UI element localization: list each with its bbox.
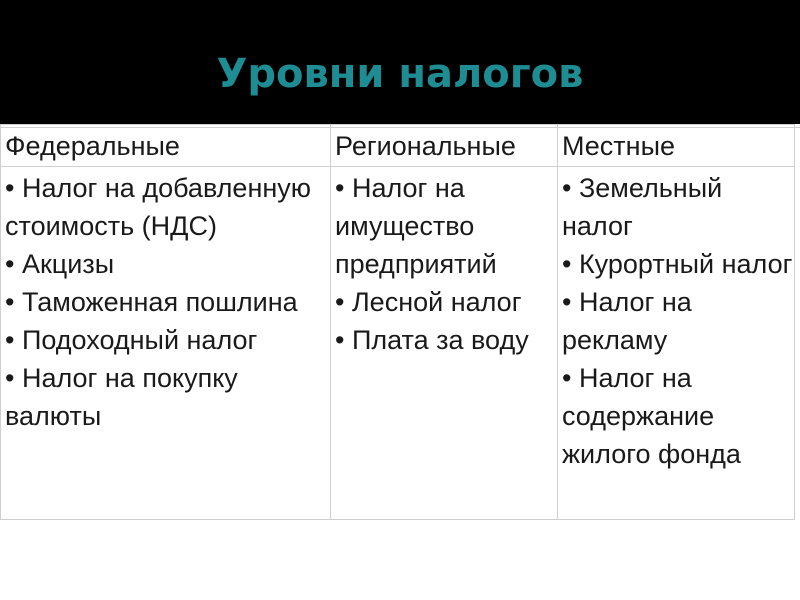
list-item: • Плата за воду [335, 325, 529, 355]
list-item: • Земельный налог [562, 173, 723, 241]
federal-taxes-cell [1, 167, 331, 520]
column-header-federal: Федеральные [1, 125, 331, 167]
list-item: • Подоходный налог [5, 325, 258, 355]
table-header-row [1, 125, 795, 167]
title-bar [0, 0, 800, 124]
list-item: • Налог на покупку валюты [5, 363, 238, 431]
list-item: • Акцизы [5, 249, 115, 279]
list-item: • Таможенная пошлина [5, 287, 298, 317]
tax-levels-table [0, 124, 795, 520]
column-header-local: Местные [558, 125, 795, 167]
list-item: • Лесной налог [335, 287, 522, 317]
list-item: • Налог на имущество предприятий [335, 173, 497, 279]
table-row [1, 167, 795, 520]
regional-taxes-cell [331, 167, 558, 520]
list-item: • Налог на рекламу [562, 287, 692, 355]
slide-title: Уровни налогов [216, 51, 584, 97]
list-item: • Налог на добавленную стоимость (НДС) [5, 173, 312, 241]
list-item: • Курортный налог [562, 249, 793, 279]
local-taxes-cell [558, 167, 795, 520]
column-header-regional: Региональные [331, 125, 558, 167]
list-item: • Налог на содержание жилого фонда [562, 363, 741, 469]
